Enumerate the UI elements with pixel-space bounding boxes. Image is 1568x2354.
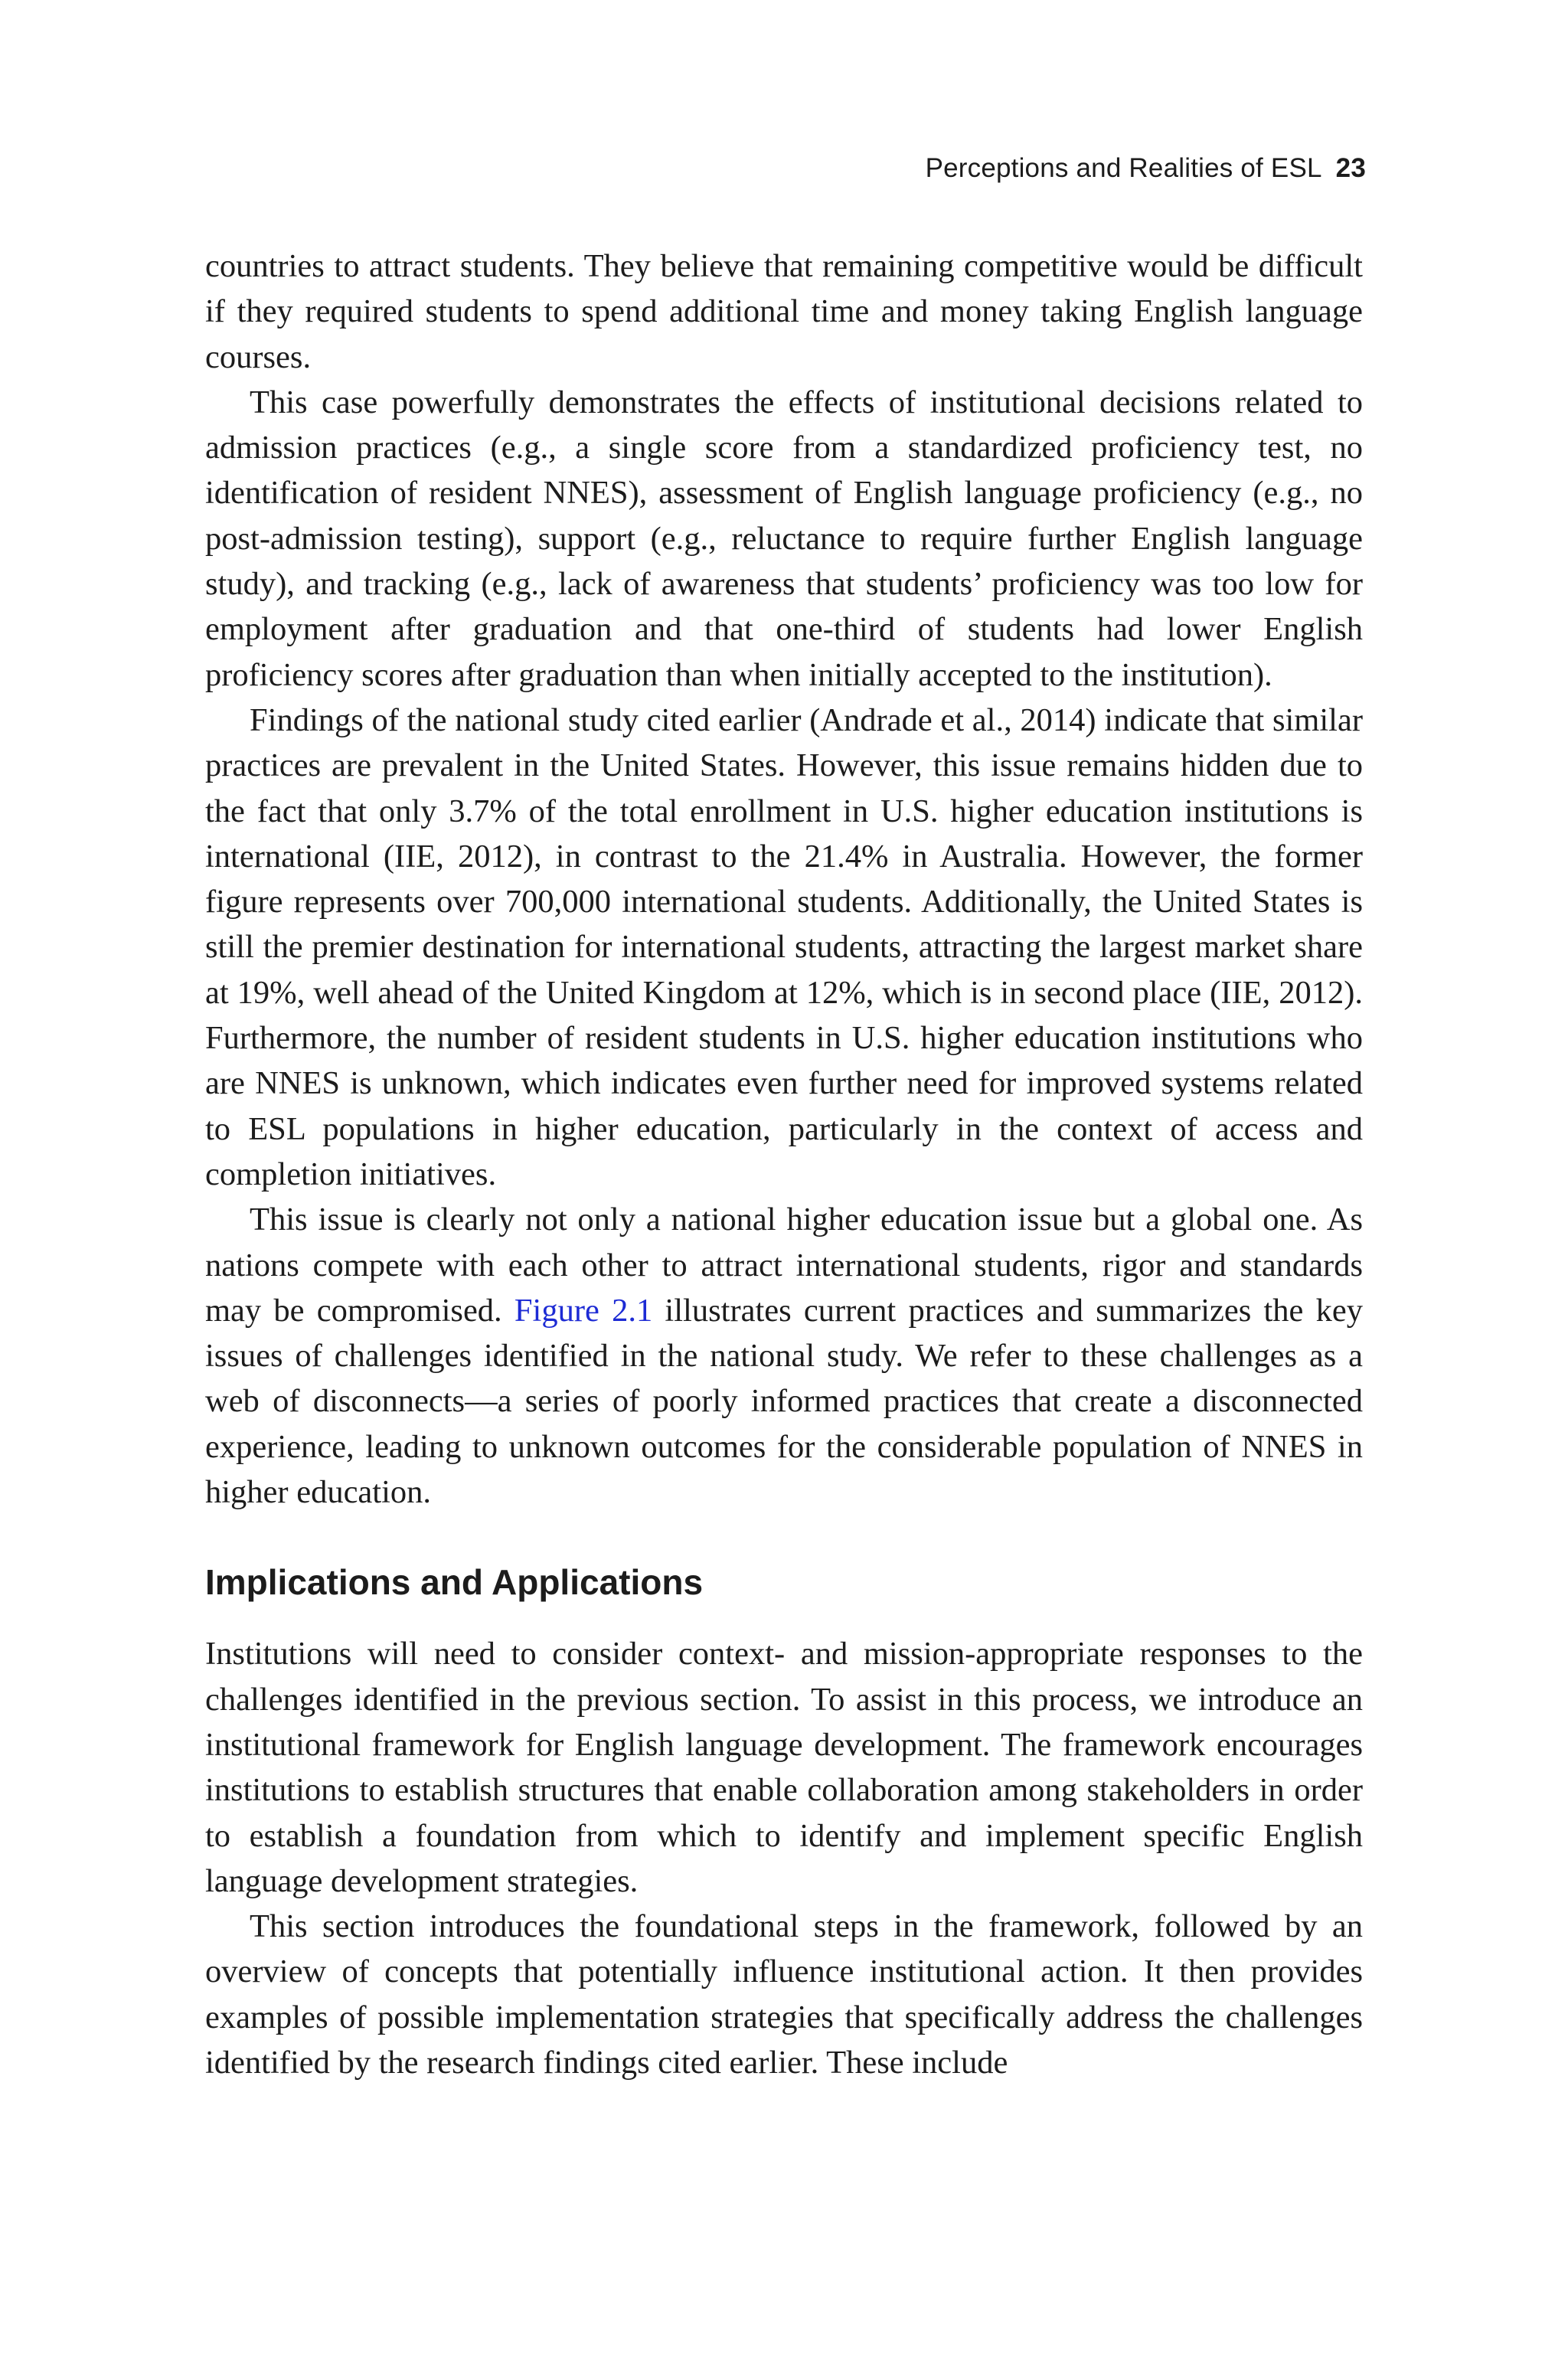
section-heading: Implications and Applications [205, 1562, 704, 1603]
page-number: 23 [1335, 153, 1366, 183]
body-text [205, 244, 1363, 2085]
paragraph-section-introduces: This section introduces the foundational steps in the framework, followed by an overview of concepts that potentially influence institutional action. It then provides examples of possible implementation strategies that specifically address the challenges identified by the research findings cited earlier. These include [205, 1908, 1363, 2081]
paragraph-global-issue-text-b: illustrates current practices and summarizes the key issues of challenges identified in the national study. We refer to these challenges as a web of disconnects—a series of poorly informed practices that create a disconnected experience, leading to unknown outcomes for the considerable population of NNES in higher education. [205, 1292, 1363, 1511]
running-head-title: Perceptions and Realities of ESL [925, 153, 1322, 183]
running-head [926, 153, 1366, 184]
paragraph-case-demonstrates: This case powerfully demonstrates the effects of institutional decisions related to admission practices (e.g., a single score from a standardized proficiency test, no identification of resident NNES), assessment of English language proficiency (e.g., no post-admission testing), support (e.g., reluctance to require further English language study), and tracking (e.g., lack of awareness that students’ proficiency was too low for employment after graduation and that one-third of students had lower English proficiency scores after graduation than when initially accepted to the institution). [205, 384, 1363, 693]
paragraph-institutions-consider: Institutions will need to consider context- and mission-appropriate responses to the challenges identified in the previous section. To assist in this process, we introduce an institutional framework for English language development. The framework encourages institutions to establish structures that enable collaboration among stakeholders in order to establish a foundation from which to identify and implement specific English language development strategies. [205, 1636, 1363, 1899]
paragraph-global-issue [205, 1197, 1363, 1515]
figure-2-1-link[interactable]: Figure 2.1 [514, 1292, 653, 1329]
paragraph-global-issue-text-a: This issue is clearly not only a national higher education issue but a global one. As nations compete with each other to attract international students, rigor and standards may be compromised. [205, 1202, 1363, 1329]
paragraph-national-study-findings: Findings of the national study cited earlier (Andrade et al., 2014) indicate that similar practices are prevalent in the United States. However, this issue remains hidden due to the fact that only 3.7% of the total enrollment in U.S. higher education institutions is international (IIE, 2012), in contrast to the 21.4% in Australia. However, the former figure represents over 700,000 international students. Additionally, the United States is still the premier destination for international students, attracting the largest market share at 19%, well ahead of the United Kingdom at 12%, which is in second place (IIE, 2012). Furthermore, the number of resident students in U.S. higher education institutions who are NNES is unknown, which indicates even further need for improved systems related to ESL populations in higher education, particularly in the context of access and completion initiatives. [205, 701, 1363, 1192]
paragraph-continued: countries to attract students. They believe that remaining competitive would be difficult if they required students to spend additional time and money taking English language courses. [205, 248, 1363, 375]
